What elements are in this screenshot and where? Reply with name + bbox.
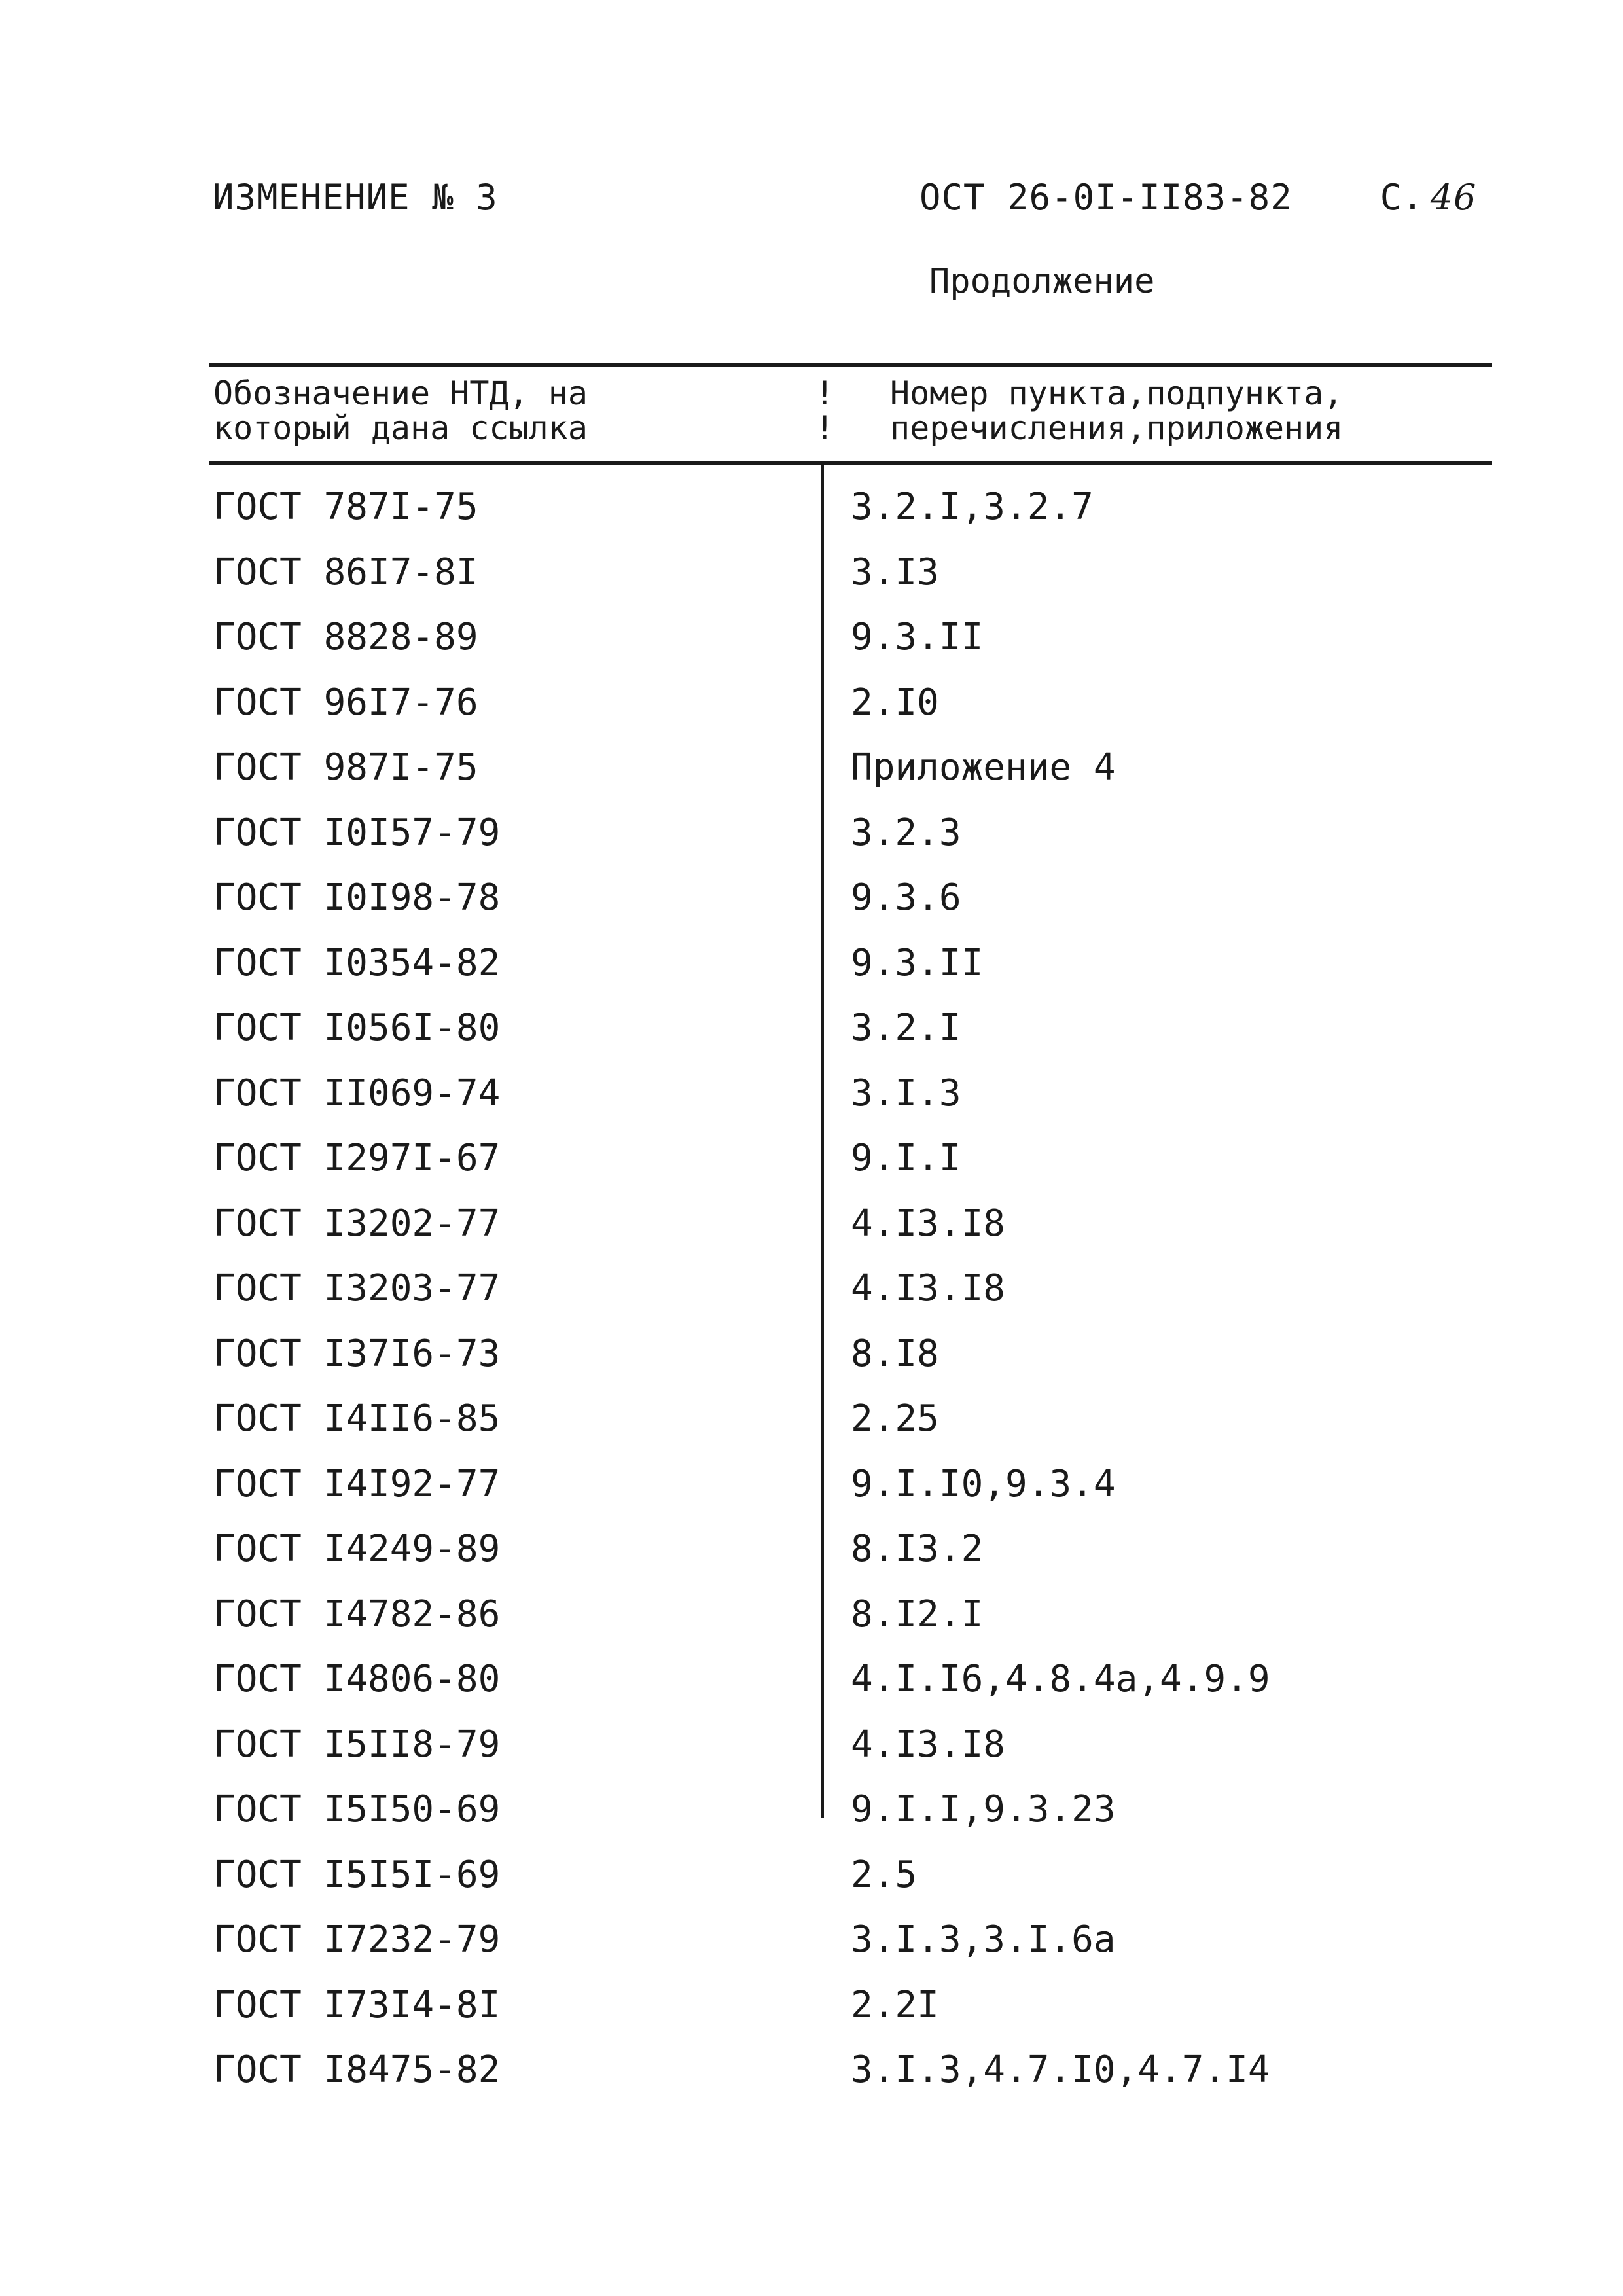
ntd-designation: ГОСТ I056I-80: [213, 1007, 501, 1049]
table-row: [209, 540, 1492, 605]
ntd-designation: ГОСТ II069-74: [213, 1071, 501, 1115]
clause-number: 9.I.I: [851, 1137, 961, 1179]
page-number: 46: [1430, 177, 1477, 218]
ntd-designation: ГОСТ I0I98-78: [213, 876, 501, 919]
clause-number: 2.25: [851, 1397, 939, 1440]
ntd-designation: ГОСТ I8475-82: [213, 2049, 501, 2091]
table-row: [209, 1061, 1492, 1126]
table-row: [209, 1256, 1492, 1321]
ntd-designation: ГОСТ I7232-79: [213, 1918, 501, 1961]
table-row: [209, 670, 1492, 736]
clause-number: 2.2I: [851, 1983, 939, 2026]
table-row: [209, 1842, 1492, 1908]
ntd-designation: ГОСТ I73I4-8I: [213, 1983, 501, 2026]
ntd-designation: ГОСТ I5I50-69: [213, 1788, 501, 1831]
clause-number: Приложение 4: [851, 746, 1116, 789]
clause-number: 8.I3.2: [851, 1528, 984, 1570]
continuation-label: Продолжение: [929, 262, 1155, 301]
table-row: [209, 1973, 1492, 2038]
clause-number: 3.I3: [851, 550, 939, 594]
ntd-designation: ГОСТ 987I-75: [213, 746, 478, 789]
clause-number: 9.3.II: [851, 616, 984, 658]
table-row: [209, 2037, 1492, 2103]
ntd-designation: ГОСТ I297I-67: [213, 1137, 501, 1179]
ntd-designation: ГОСТ I5I5I-69: [213, 1853, 501, 1896]
ntd-designation: ГОСТ I4I92-77: [213, 1462, 501, 1505]
clause-number: 3.I.3: [851, 1071, 961, 1115]
ntd-designation: ГОСТ 787I-75: [213, 486, 478, 528]
clause-number: 9.3.II: [851, 941, 984, 984]
clause-number: 4.I.I6,4.8.4а,4.9.9: [851, 1658, 1270, 1700]
table-row: [209, 1126, 1492, 1191]
change-number-title: ИЗМЕНЕНИЕ № 3: [213, 177, 498, 218]
page-prefix: С.: [1380, 177, 1424, 218]
table-row: [209, 1582, 1492, 1647]
clause-number: 9.I.I,9.3.23: [851, 1788, 1116, 1831]
table-row: [209, 996, 1492, 1061]
ntd-designation: ГОСТ 86I7-8I: [213, 550, 478, 594]
ntd-designation: ГОСТ 8828-89: [213, 616, 478, 658]
table-row: [209, 865, 1492, 931]
ntd-designation: ГОСТ I4249-89: [213, 1528, 501, 1570]
table-header-rule: [209, 461, 1492, 465]
table-row: [209, 1191, 1492, 1257]
column-header-reference: Обозначение НТД, на который дана ссылка: [213, 374, 588, 447]
table-row: [209, 1647, 1492, 1712]
column-header-separator: ! !: [815, 374, 835, 447]
table-row: [209, 1712, 1492, 1778]
clause-number: 4.I3.I8: [851, 1202, 1006, 1245]
table-body: [209, 475, 1492, 2103]
ntd-designation: ГОСТ I5II8-79: [213, 1723, 501, 1766]
clause-number: 8.I2.I: [851, 1592, 984, 1636]
clause-number: 3.2.I: [851, 1007, 961, 1049]
table-row: [209, 475, 1492, 540]
ntd-designation: ГОСТ I37I6-73: [213, 1332, 501, 1375]
table-row: [209, 1777, 1492, 1842]
clause-number: 4.I3.I8: [851, 1267, 1006, 1310]
table-row: [209, 735, 1492, 800]
clause-number: 2.5: [851, 1853, 918, 1896]
ntd-designation: ГОСТ I3202-77: [213, 1202, 501, 1245]
clause-number: 2.I0: [851, 681, 939, 724]
ntd-designation: ГОСТ I3203-77: [213, 1267, 501, 1310]
column-header-clause: Номер пункта,подпункта, перечисления,приложения: [890, 374, 1344, 447]
table-top-rule: [209, 363, 1492, 367]
ntd-designation: ГОСТ I0354-82: [213, 941, 501, 984]
clause-number: 3.2.3: [851, 811, 961, 854]
table-row: [209, 1321, 1492, 1387]
ntd-designation: ГОСТ 96I7-76: [213, 681, 478, 724]
clause-number: 3.2.I,3.2.7: [851, 486, 1094, 528]
table-row: [209, 1907, 1492, 1973]
ntd-designation: ГОСТ I4782-86: [213, 1592, 501, 1636]
table-row: [209, 605, 1492, 670]
clause-number: 8.I8: [851, 1332, 939, 1375]
ntd-designation: ГОСТ I0I57-79: [213, 811, 501, 854]
ntd-designation: ГОСТ I4II6-85: [213, 1397, 501, 1440]
ntd-designation: ГОСТ I4806-80: [213, 1658, 501, 1700]
clause-number: 9.3.6: [851, 876, 961, 919]
table-row: [209, 1452, 1492, 1517]
table-row: [209, 800, 1492, 866]
document-designation: [919, 177, 1476, 218]
clause-number: 4.I3.I8: [851, 1723, 1006, 1766]
table-row: [209, 931, 1492, 996]
table-row: [209, 1386, 1492, 1452]
clause-number: 9.I.I0,9.3.4: [851, 1462, 1116, 1505]
standard-code: ОСТ 26-0I-II83-82: [919, 177, 1293, 218]
clause-number: 3.I.3,4.7.I0,4.7.I4: [851, 2049, 1270, 2091]
table-row: [209, 1516, 1492, 1582]
clause-number: 3.I.3,3.I.6а: [851, 1918, 1116, 1961]
